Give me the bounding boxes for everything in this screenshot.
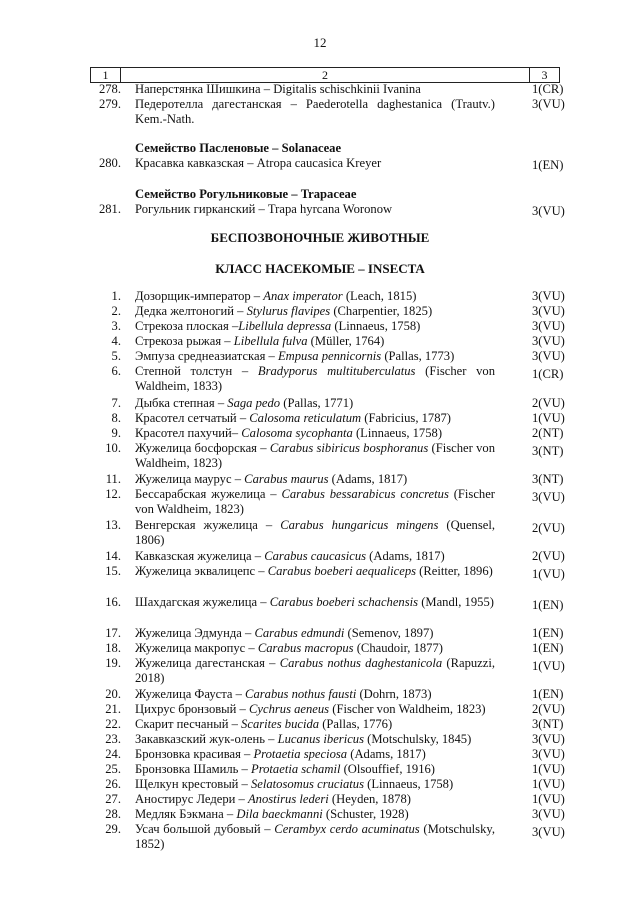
entry-number: 24. xyxy=(105,747,121,761)
entry-number: 18. xyxy=(105,641,121,655)
entry-status: 3(VU) xyxy=(532,319,565,333)
entry-text: Медляк Бэкмана – Dila baeckmanni (Schuster, 1928) xyxy=(135,807,409,821)
entry-number: 9. xyxy=(111,426,121,440)
entry-status: 2(VU) xyxy=(532,396,565,410)
entry-number: 27. xyxy=(105,792,121,806)
family-heading-trapaceae: Семейство Рогульниковые – Trapaceae xyxy=(135,187,357,201)
entry-text: Жужелица Эдмунда – Carabus edmundi (Semenov, 1897) xyxy=(135,626,434,640)
entry-status: 2(VU) xyxy=(532,702,565,716)
entry-number: 279. xyxy=(98,97,121,111)
entry-number: 3. xyxy=(111,319,121,333)
section-heading-invertebrates: БЕСПОЗВОНОЧНЫЕ ЖИВОТНЫЕ xyxy=(210,230,430,245)
entry-text: Педеротелла дагестанская – Paederotella daghestanica (Trautv.) Kem.-Nath. xyxy=(135,97,495,126)
entry-text: Степной толстун – Bradyporus multituberculatus (Fischer von Waldheim, 1833) xyxy=(135,364,495,393)
entry-text: Жужелица босфорская – Carabus sibiricus bosphoranus (Fischer von Waldheim, 1823) xyxy=(135,441,495,470)
entry-status: 3(VU) xyxy=(532,304,565,318)
entry-text: Эмпуза среднеазиатская – Empusa pennicornis (Pallas, 1773) xyxy=(135,349,455,363)
entry-status: 1(EN) xyxy=(532,687,564,701)
entry-status: 3(VU) xyxy=(532,289,565,303)
entry-status: 1(VU) xyxy=(532,792,565,806)
entry-number: 7. xyxy=(111,396,121,410)
entry-status: 1(VU) xyxy=(532,659,565,673)
entry-status: 2(VU) xyxy=(532,549,565,563)
entry-status: 3(VU) xyxy=(532,97,565,111)
entry-text: Жужелица маурус – Carabus maurus (Adams, 1817) xyxy=(135,472,408,486)
entry-status: 1(VU) xyxy=(532,777,565,791)
entry-status: 1(EN) xyxy=(532,158,564,172)
entry-text: Скарит песчаный – Scarites bucida (Pallas, 1776) xyxy=(135,717,393,731)
entry-number: 15. xyxy=(105,564,121,578)
entry-text: Красотел пахучий– Calosoma sycophanta (Linnaeus, 1758) xyxy=(135,426,443,440)
header-col-2: 2 xyxy=(121,68,530,82)
entry-text: Бессарабская жужелица – Carabus bessarabicus concretus (Fischer von Waldheim, 1823) xyxy=(135,487,495,516)
entry-number: 2. xyxy=(111,304,121,318)
entry-status: 2(NT) xyxy=(532,426,564,440)
entry-text: Дедка желтоногий – Stylurus flavipes (Charpentier, 1825) xyxy=(135,304,433,318)
entry-number: 280. xyxy=(98,156,121,170)
entry-text: Венгерская жужелица – Carabus hungaricus mingens (Quensel, 1806) xyxy=(135,518,495,547)
entry-status: 1(VU) xyxy=(532,567,565,581)
entry-number: 28. xyxy=(105,807,121,821)
entry-text: Красавка кавказская – Atropa caucasica Kreyer xyxy=(135,156,382,170)
entry-text: Жужелица дагестанская – Carabus nothus daghestanicola (Rapuzzi, 2018) xyxy=(135,656,495,685)
entry-status: 1(VU) xyxy=(532,411,565,425)
entry-status: 3(VU) xyxy=(532,490,565,504)
entry-number: 26. xyxy=(105,777,121,791)
entry-number: 21. xyxy=(105,702,121,716)
entry-number: 17. xyxy=(105,626,121,640)
entry-status: 2(VU) xyxy=(532,521,565,535)
entry-text: Бронзовка Шамиль – Protaetia schamil (Olsouffief, 1916) xyxy=(135,762,435,776)
section-heading-insecta: КЛАСС НАСЕКОМЫЕ – INSECTA xyxy=(215,261,425,276)
table-header xyxy=(90,67,560,83)
entry-text: Бронзовка красивая – Protaetia speciosa (Adams, 1817) xyxy=(135,747,426,761)
entry-number: 11. xyxy=(105,472,121,486)
entry-text: Жужелица эквалицепс – Carabus boeberi aequaliceps (Reitter, 1896) xyxy=(135,564,493,578)
entry-status: 1(EN) xyxy=(532,641,564,655)
entry-text: Жужелица макропус – Carabus macropus (Chaudoir, 1877) xyxy=(135,641,443,655)
entry-status: 1(VU) xyxy=(532,762,565,776)
entry-number: 16. xyxy=(105,595,121,609)
entry-text: Цихрус бронзовый – Cychrus aeneus (Fischer von Waldheim, 1823) xyxy=(135,702,486,716)
header-col-3: 3 xyxy=(541,68,548,82)
entry-status: 3(NT) xyxy=(532,472,564,486)
entry-text: Красотел сетчатый – Calosoma reticulatum (Fabricius, 1787) xyxy=(135,411,451,425)
entry-status: 1(CR) xyxy=(532,82,564,96)
entry-number: 29. xyxy=(105,822,121,836)
entry-status: 3(VU) xyxy=(532,732,565,746)
entry-text: Закавказский жук-олень – Lucanus ibericus (Motschulsky, 1845) xyxy=(135,732,472,746)
entry-status: 1(EN) xyxy=(532,626,564,640)
entry-status: 3(VU) xyxy=(532,825,565,839)
entry-text: Дозорщик-император – Anax imperator (Leach, 1815) xyxy=(135,289,417,303)
entry-status: 3(NT) xyxy=(532,717,564,731)
entry-number: 20. xyxy=(105,687,121,701)
entry-status: 3(VU) xyxy=(532,747,565,761)
entry-number: 4. xyxy=(111,334,121,348)
entry-text: Дыбка степная – Saga pedo (Pallas, 1771) xyxy=(135,396,354,410)
page-number: 12 xyxy=(313,35,327,50)
header-col-1: 1 xyxy=(91,68,121,82)
entry-text: Рогульник гирканский – Trapa hyrcana Woronow xyxy=(135,202,393,216)
entry-number: 10. xyxy=(105,441,121,455)
entry-status: 3(NT) xyxy=(532,444,564,458)
family-heading-solanaceae: Семейство Пасленовые – Solanaceae xyxy=(135,141,342,155)
entry-number: 5. xyxy=(111,349,121,363)
entry-text: Жужелица Фауста – Carabus nothus fausti (Dohrn, 1873) xyxy=(135,687,432,701)
entry-number: 278. xyxy=(98,82,121,96)
entry-status: 3(VU) xyxy=(532,334,565,348)
entry-number: 23. xyxy=(105,732,121,746)
entry-status: 1(EN) xyxy=(532,598,564,612)
entry-number: 8. xyxy=(111,411,121,425)
entry-number: 14. xyxy=(105,549,121,563)
entry-text: Наперстянка Шишкина – Digitalis schischkinii Ivanina xyxy=(135,82,421,96)
entry-number: 22. xyxy=(105,717,121,731)
entry-text: Стрекоза рыжая – Libellula fulva (Müller, 1764) xyxy=(135,334,385,348)
entry-status: 1(CR) xyxy=(532,367,564,381)
entry-number: 19. xyxy=(105,656,121,670)
entry-number: 25. xyxy=(105,762,121,776)
entry-text: Кавказская жужелица – Carabus caucasicus (Adams, 1817) xyxy=(135,549,445,563)
entry-status: 3(VU) xyxy=(532,204,565,218)
entry-text: Щелкун крестовый – Selatosomus cruciatus (Linnaeus, 1758) xyxy=(135,777,454,791)
entry-number: 281. xyxy=(98,202,121,216)
entry-number: 1. xyxy=(111,289,121,303)
entry-number: 13. xyxy=(105,518,121,532)
entry-text: Стрекоза плоская –Libellula depressa (Linnaeus, 1758) xyxy=(135,319,421,333)
entry-status: 3(VU) xyxy=(532,807,565,821)
entry-status: 3(VU) xyxy=(532,349,565,363)
entry-number: 6. xyxy=(111,364,121,378)
entry-text: Шахдагская жужелица – Carabus boeberi schachensis (Mandl, 1955) xyxy=(135,595,494,609)
entry-text: Аностирус Ледери – Anostirus lederi (Heyden, 1878) xyxy=(135,792,411,806)
entry-number: 12. xyxy=(105,487,121,501)
entry-text: Усач большой дубовый – Cerambyx cerdo acuminatus (Motschulsky, 1852) xyxy=(135,822,495,851)
